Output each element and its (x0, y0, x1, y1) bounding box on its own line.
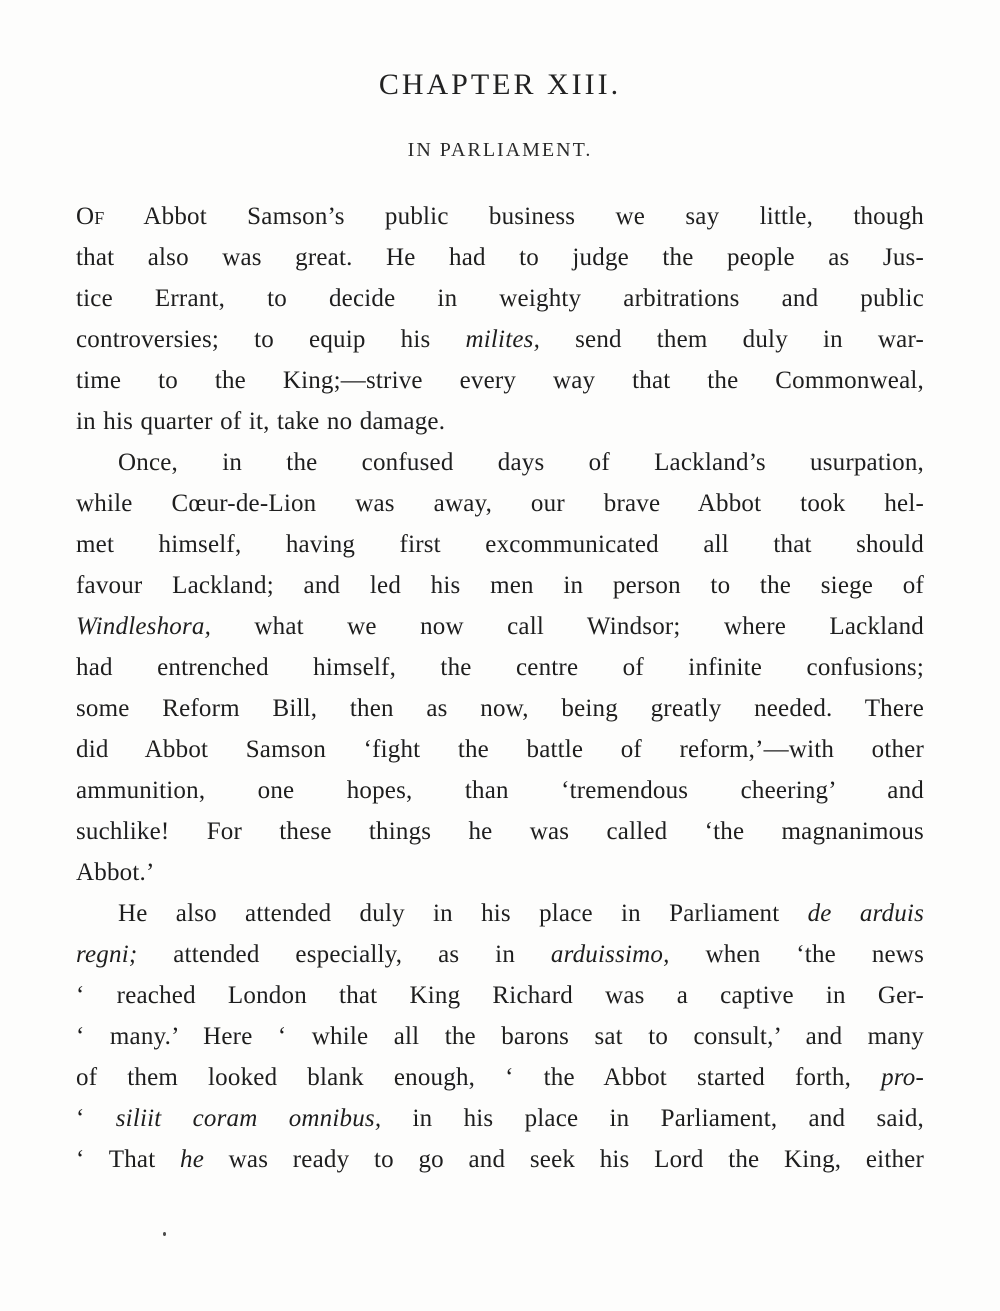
italic-text-segment: de arduis (807, 900, 924, 927)
text-line (76, 196, 924, 237)
text-line (76, 688, 924, 729)
text-line (76, 483, 924, 524)
text-segment: ‘ reached London that King Richard was a captive in Ger- (76, 982, 924, 1009)
text-segment: ‘ (76, 1105, 116, 1132)
text-segment: that also was great. He had to judge the people as Jus- (76, 244, 924, 271)
text-segment: He also attended duly in his place in Parliament (118, 900, 808, 927)
text-segment: was ready to go and seek his Lord the King, either (204, 1146, 924, 1173)
text-segment: when ‘the news (669, 941, 924, 968)
text-segment: ‘ many.’ Here ‘ while all the barons sat to consult,’ and many (76, 1023, 924, 1050)
text-segment: in his quarter of it, take no damage. (76, 408, 446, 435)
text-line (76, 1057, 924, 1098)
text-segment: had entrenched himself, the centre of infinite confusions; (76, 654, 924, 681)
text-line (76, 811, 924, 852)
text-line (76, 893, 924, 934)
italic-text-segment: pro- (881, 1064, 924, 1091)
text-segment: controversies; to equip his (76, 326, 466, 353)
text-line (76, 442, 924, 483)
italic-text-segment: arduissimo, (550, 941, 670, 968)
text-line (76, 237, 924, 278)
text-line (76, 729, 924, 770)
text-segment: while Cœur-de-Lion was away, our brave Abbot took hel- (76, 490, 924, 517)
text-line (76, 934, 924, 975)
italic-text-segment: Windleshora, (76, 613, 212, 640)
text-line (76, 975, 924, 1016)
text-segment: favour Lackland; and led his men in person to the siege of (76, 572, 924, 599)
text-segment: in his place in Parliament, and said, (381, 1105, 924, 1132)
text-segment: of them looked blank enough, ‘ the Abbot started forth, (76, 1064, 882, 1091)
text-line (76, 278, 924, 319)
text-line (76, 360, 924, 401)
italic-text-segment: he (180, 1146, 204, 1173)
text-segment: did Abbot Samson ‘fight the battle of reform,’—with other (76, 736, 924, 763)
text-line (76, 565, 924, 606)
text-segment: f (94, 203, 105, 230)
text-segment: O (76, 203, 95, 230)
text-line (76, 1016, 924, 1057)
text-line (76, 1139, 924, 1180)
chapter-title: CHAPTER XIII. (378, 68, 622, 101)
text-line (76, 524, 924, 565)
text-line (76, 770, 924, 811)
paragraph (76, 196, 924, 442)
text-line (76, 1098, 924, 1139)
text-segment: attended especially, as in (137, 941, 551, 968)
text-segment: ‘ That (76, 1146, 180, 1173)
text-line (76, 401, 924, 442)
paragraph (76, 893, 924, 1180)
body-text-block (76, 196, 924, 1180)
text-segment: ammunition, one hopes, than ‘tremendous cheering’ and (76, 777, 924, 804)
italic-text-segment: siliit coram omnibus, (115, 1105, 382, 1132)
text-segment: tice Errant, to decide in weighty arbitrations and public (76, 285, 924, 312)
text-segment: suchlike! For these things he was called ‘the magnanimous (76, 818, 924, 845)
text-line (76, 319, 924, 360)
text-segment: some Reform Bill, then as now, being greatly needed. There (76, 695, 924, 722)
text-segment: send them duly in war- (540, 326, 924, 353)
text-line (76, 606, 924, 647)
text-segment: Once, in the confused days of Lackland’s usurpation, (118, 449, 924, 476)
paragraph (76, 442, 924, 893)
text-segment: Abbot Samson’s public business we say little, though (104, 203, 924, 230)
text-segment: Abbot.’ (76, 859, 155, 886)
text-line (76, 647, 924, 688)
print-artifact-dot (163, 1232, 166, 1236)
text-segment: what we now call Windsor; where Lackland (211, 613, 924, 640)
text-line (76, 852, 924, 893)
italic-text-segment: regni; (76, 941, 138, 968)
section-title: IN PARLIAMENT. (407, 139, 593, 161)
italic-text-segment: milites, (465, 326, 541, 353)
text-segment: time to the King;—strive every way that the Commonweal, (76, 367, 924, 394)
text-segment: met himself, having first excommunicated all that should (76, 531, 924, 558)
